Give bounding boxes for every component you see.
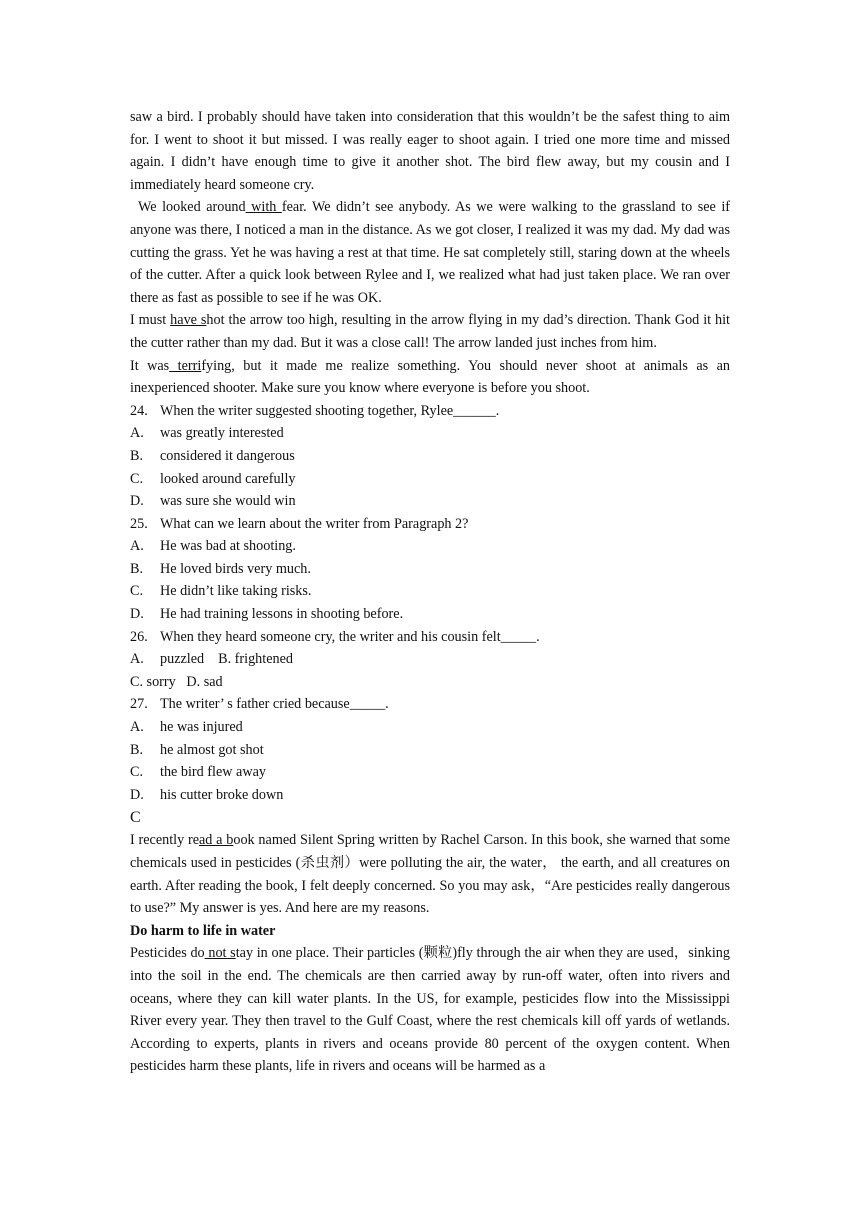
underlined-text: with [245,199,282,216]
underlined-text: have s [170,312,207,329]
option: D. his cutter broke down [130,786,284,803]
option: B. considered it dangerous [130,447,295,464]
option-line: A. puzzled B. frightened [130,651,293,668]
option: C. looked around carefully [130,470,296,487]
option: B. He loved birds very much. [130,560,311,577]
underlined-text: ad a b [199,832,234,849]
option: C. the bird flew away [130,764,266,781]
underlined-text: terri [169,357,202,374]
option-line: C. sorry D. sad [130,673,223,690]
option: D. was sure she would win [130,493,296,510]
option: D. He had training lessons in shooting before. [130,606,404,623]
question: 27. The writer’ s father cried because_____. [130,696,389,713]
document-page [130,106,730,1078]
option: A. was greatly interested [130,425,284,442]
section-heading: Do harm to life in water [130,922,276,939]
underlined-text: not s [204,945,236,962]
paragraph: saw a bird. I probably should have taken into consideration that this wouldn’t be the safest thing to aim for. I went to shoot it but missed. I was really eager to shoot again. I tried one more time and missed again. I didn’t have enough time to give it another shot. The bird flew away, but my cousin and I immediately heard someone cry. [130,109,730,193]
question: 25. What can we learn about the writer from Paragraph 2? [130,515,469,532]
question: 26. When they heard someone cry, the writer and his cousin felt_____. [130,628,540,645]
section-letter: C [130,809,141,827]
option: B. he almost got shot [130,741,264,758]
question: 24. When the writer suggested shooting together, Rylee______. [130,402,500,419]
paragraph: I must have shot the arrow too high, resulting in the arrow flying in my dad’s direction. Thank God it hit the cutter rather than my dad. But it was a close call! The arrow landed just inches from him. [130,312,730,351]
option: C. He didn’t like taking risks. [130,583,312,600]
paragraph: We looked around with fear. We didn’t see anybody. As we were walking to the grassland to see if anyone was there, I noticed a man in the distance. As we got closer, I realized it was my dad. My dad was cutting the grass. Yet he was having a rest at that time. He sat completely still, staring down at the wheels of the cutter. After a quick look between Rylee and I, we realized what had just taken place. We ran over there as fast as possible to see if he was OK. [130,199,731,306]
paragraph: It was terrifying, but it made me realize something. You should never shoot at animals as an inexperienced shooter. Make sure you know where everyone is before you shoot. [130,357,731,397]
paragraph: Pesticides do not stay in one place. Their particles (颗粒)fly through the air when they are used，sinking into the soil in the end. The chemicals are then carried away by run-off water, often into rivers and oceans, where they can kill water plants. In the US, for example, pesticides flow into the Mississippi River every year. They then travel to the Gulf Coast, where the rest chemicals kill off yards of wetlands. According to experts, plants in rivers and oceans provide 80 percent of the oxygen content. When pesticides harm these plants, life in rivers and oceans will be harmed as a [130,945,730,1075]
paragraph: I recently read a book named Silent Spring written by Rachel Carson. In this book, she warned that some chemicals used in pesticides (杀虫剂）were polluting the air, the water， the earth, and all creatures on earth. After reading the book, I felt deeply concerned. So you may ask，“Are pesticides really dangerous to use?” My answer is yes. And here are my reasons. [130,832,730,917]
option: A. He was bad at shooting. [130,538,296,555]
option: A. he was injured [130,719,243,736]
